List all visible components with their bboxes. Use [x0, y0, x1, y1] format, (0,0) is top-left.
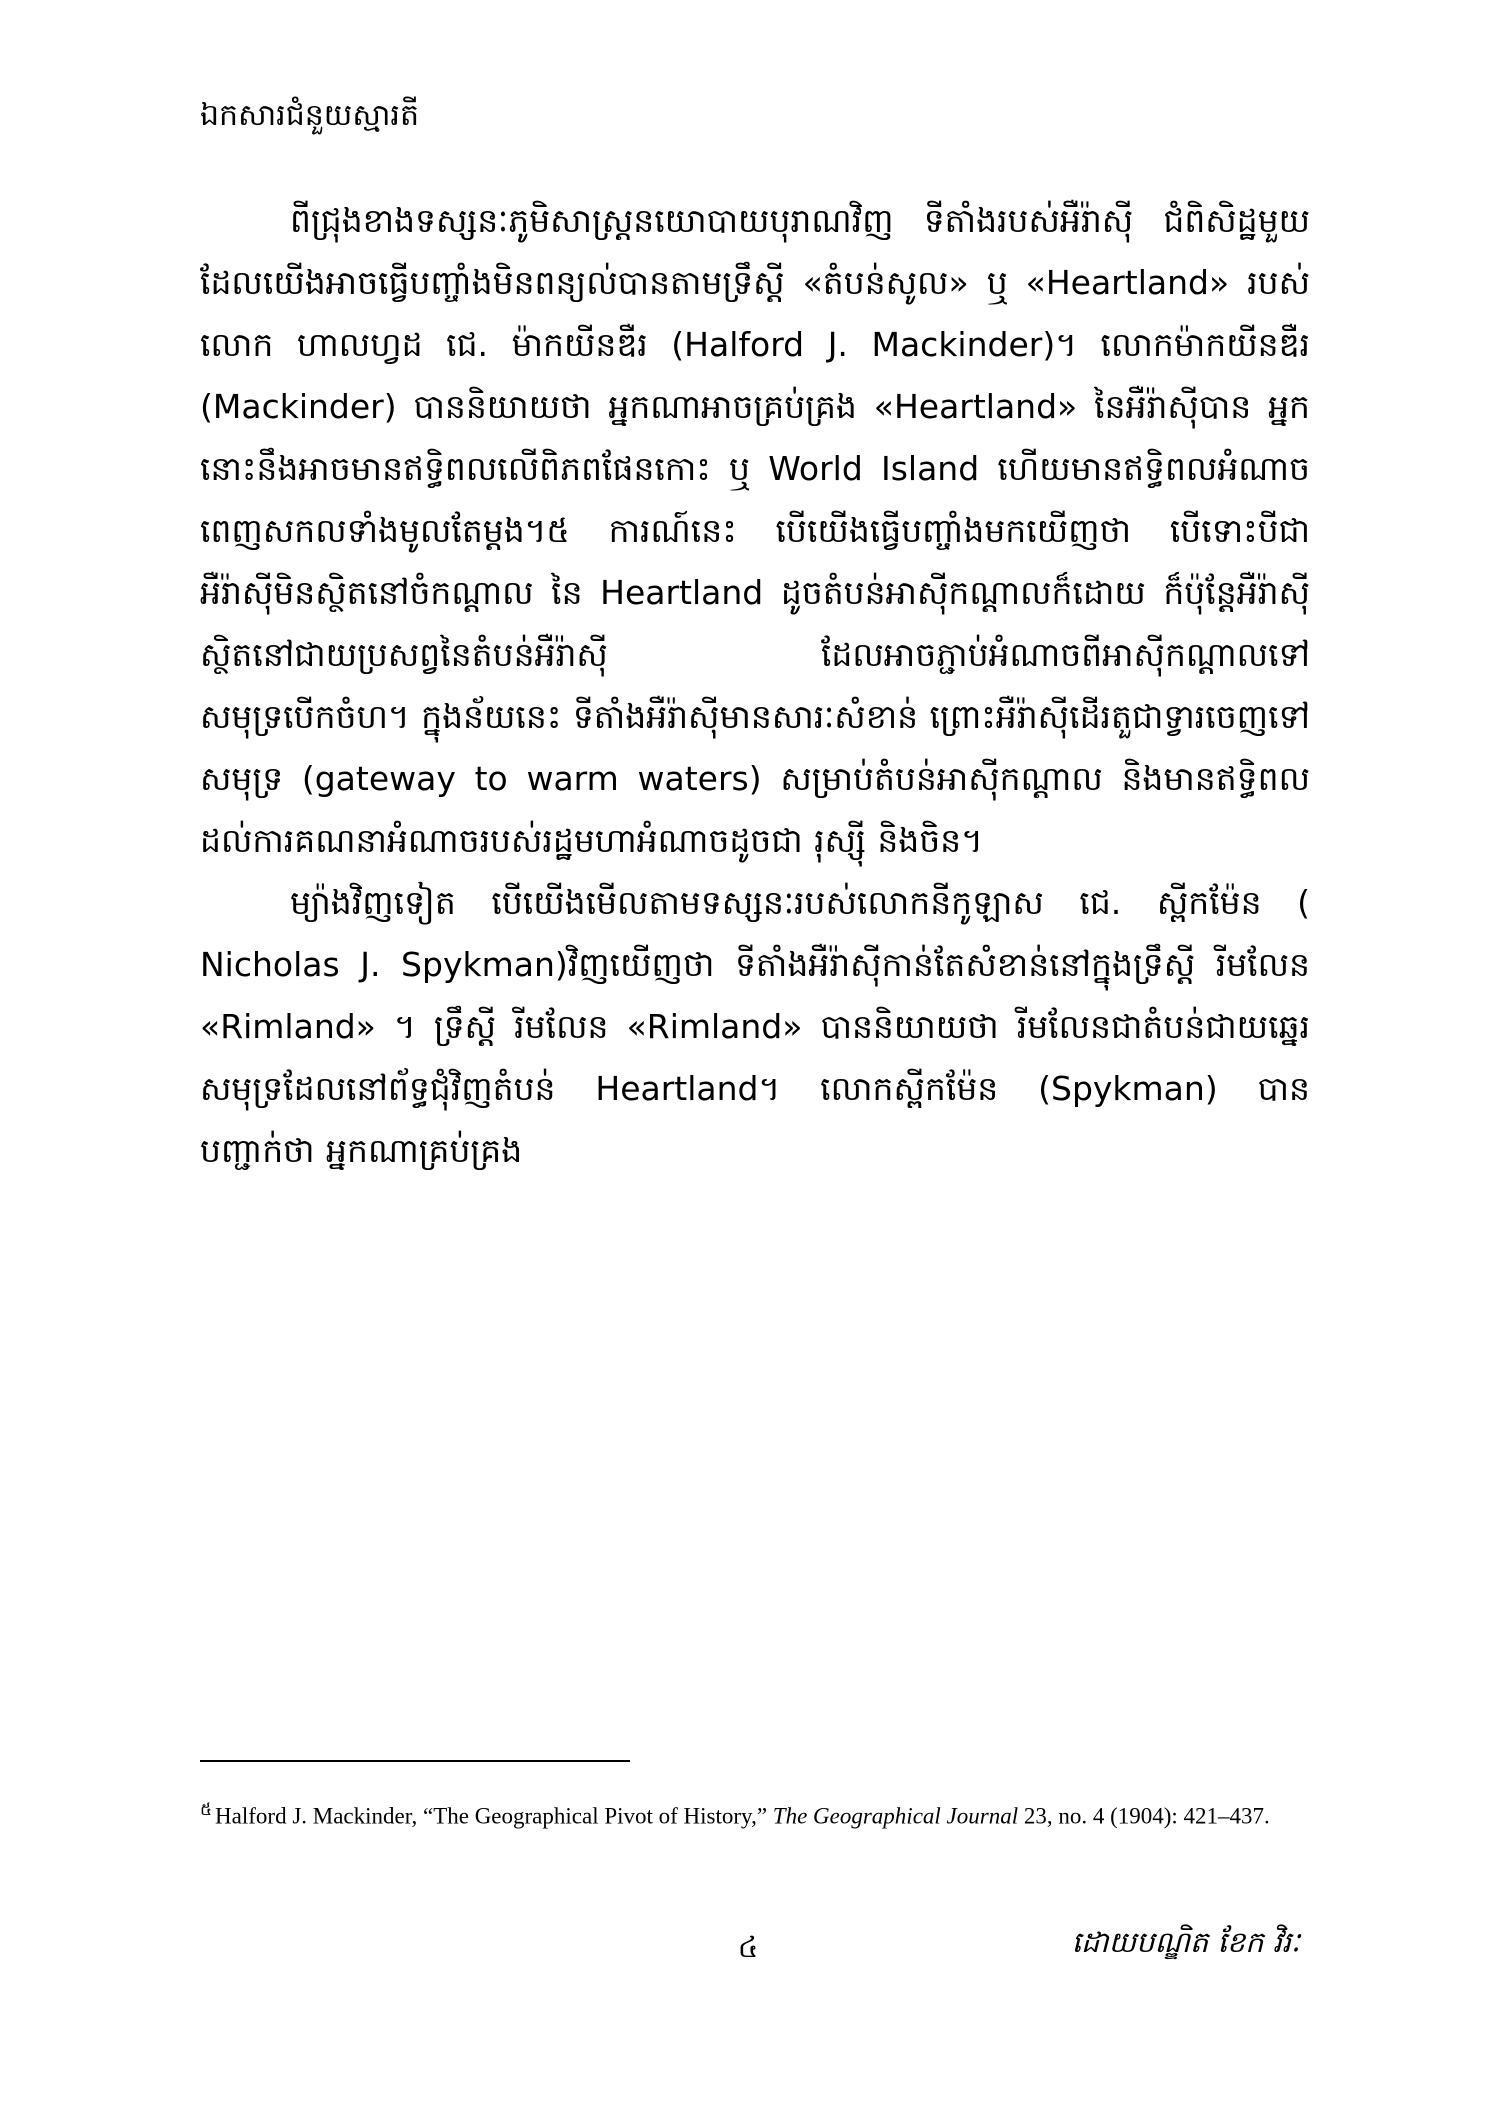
footnote-journal-title: The Geographical Journal — [772, 1803, 1019, 1829]
page-number: ៤ — [737, 1930, 759, 1964]
footnote-text-before: Halford J. Mackinder, “The Geographical Pivot of History,” — [215, 1803, 773, 1829]
footnote-marker: ៥ — [200, 1800, 213, 1820]
footnote-separator — [200, 1760, 630, 1762]
paragraph: ពីជ្រុងខាងទស្សនៈភូមិសាស្ត្រនយោបាយបុរាណវិញ ទីតាំងរបស់អឺរ៉ាស៊ី ជំពិសិដ្ឋមួយដែលយើងអាចធ្វើបញ្ចាំងមិនពន្យល់បានតាមទ្រឹស្ដី «តំបន់សូល» ឬ «Heartland» របស់លោក ហាលហ្វដ ជេ. ម៉ាកយីនឌឺរ (Halford J. Mackinder)។ លោកម៉ាកយីនឌឺរ (Mackinder) បាននិយាយថា អ្នកណាអាចគ្រប់គ្រង «Heartland» នៃអឺរ៉ាស៊ីបាន អ្នកនោះនឹងអាចមានឥទ្ធិពលលើពិភពផែនកោះ ឬ World Island ហើយមានឥទ្ធិពលអំណាចពេញសកលទាំងមូលតែម្ដង។៥ ការណ៍នេះ បើយើងធ្វើបញ្ចាំងមកយើញថា បើទោះបីជា អឺរ៉ាស៊ីមិនស្ថិតនៅចំកណ្ដាល នៃ Heartland ដូចតំបន់អាស៊ីកណ្ដាលក៏ដោយ ក៏ប៉ុន្ដែអឺរ៉ាស៊ីស្ថិតនៅជាយប្រសព្វនៃតំបន់អឺរ៉ាស៊ី ដែលអាចភ្ជាប់អំណាចពីអាស៊ីកណ្ដាលទៅសមុទ្របើកចំហ។ ក្នុងន័យនេះ ទីតាំងអឺរ៉ាស៊ីមានសារៈសំខាន់ ព្រោះអឺរ៉ាស៊ីដើរតួជាទ្វារចេញទៅសមុទ្រ (gateway to warm waters) សម្រាប់តំបន់អាស៊ីកណ្ដាល និងមានឥទ្ធិពលដល់ការគណនាអំណាចរបស់រដ្ឋមហាអំណាចដូចជា រុស្ស៊ី និងចិន។ — [200, 201, 1310, 860]
footer-attribution: ដោយបណ្ឌិត ខែក វិរៈ — [1071, 1925, 1300, 1959]
footnote-text-after: 23, no. 4 (1904): 421–437. — [1018, 1803, 1270, 1829]
paragraph: ម្យ៉ាងវិញទៀត បើយើងមើលតាមទស្សនៈរបស់លោកនីកូឡាស ជេ. ស្ពីកម៉ែន ( Nicholas J. Spykman)វិញយើញថា ទីតាំងអឺរ៉ាស៊ីកាន់តែសំខាន់នៅក្នុងទ្រឹស្ដី រីមលែន «Rimland» ។ ទ្រឹស្ដី រីមលែន «Rimland» បាននិយាយថា រីមលែនជាតំបន់ជាយឆ្នេរសមុទ្រដែលនៅព័ទ្ធជុំវិញតំបន់ Heartland។ លោកស្ពីកម៉ែន (Spykman) បានបញ្ជាក់ថា អ្នកណាគ្រប់គ្រង — [200, 883, 1310, 1170]
footnote — [200, 1790, 1310, 1837]
running-head: ឯកសារជំនួយស្មារតី — [200, 98, 419, 133]
body-text — [200, 190, 1310, 1182]
